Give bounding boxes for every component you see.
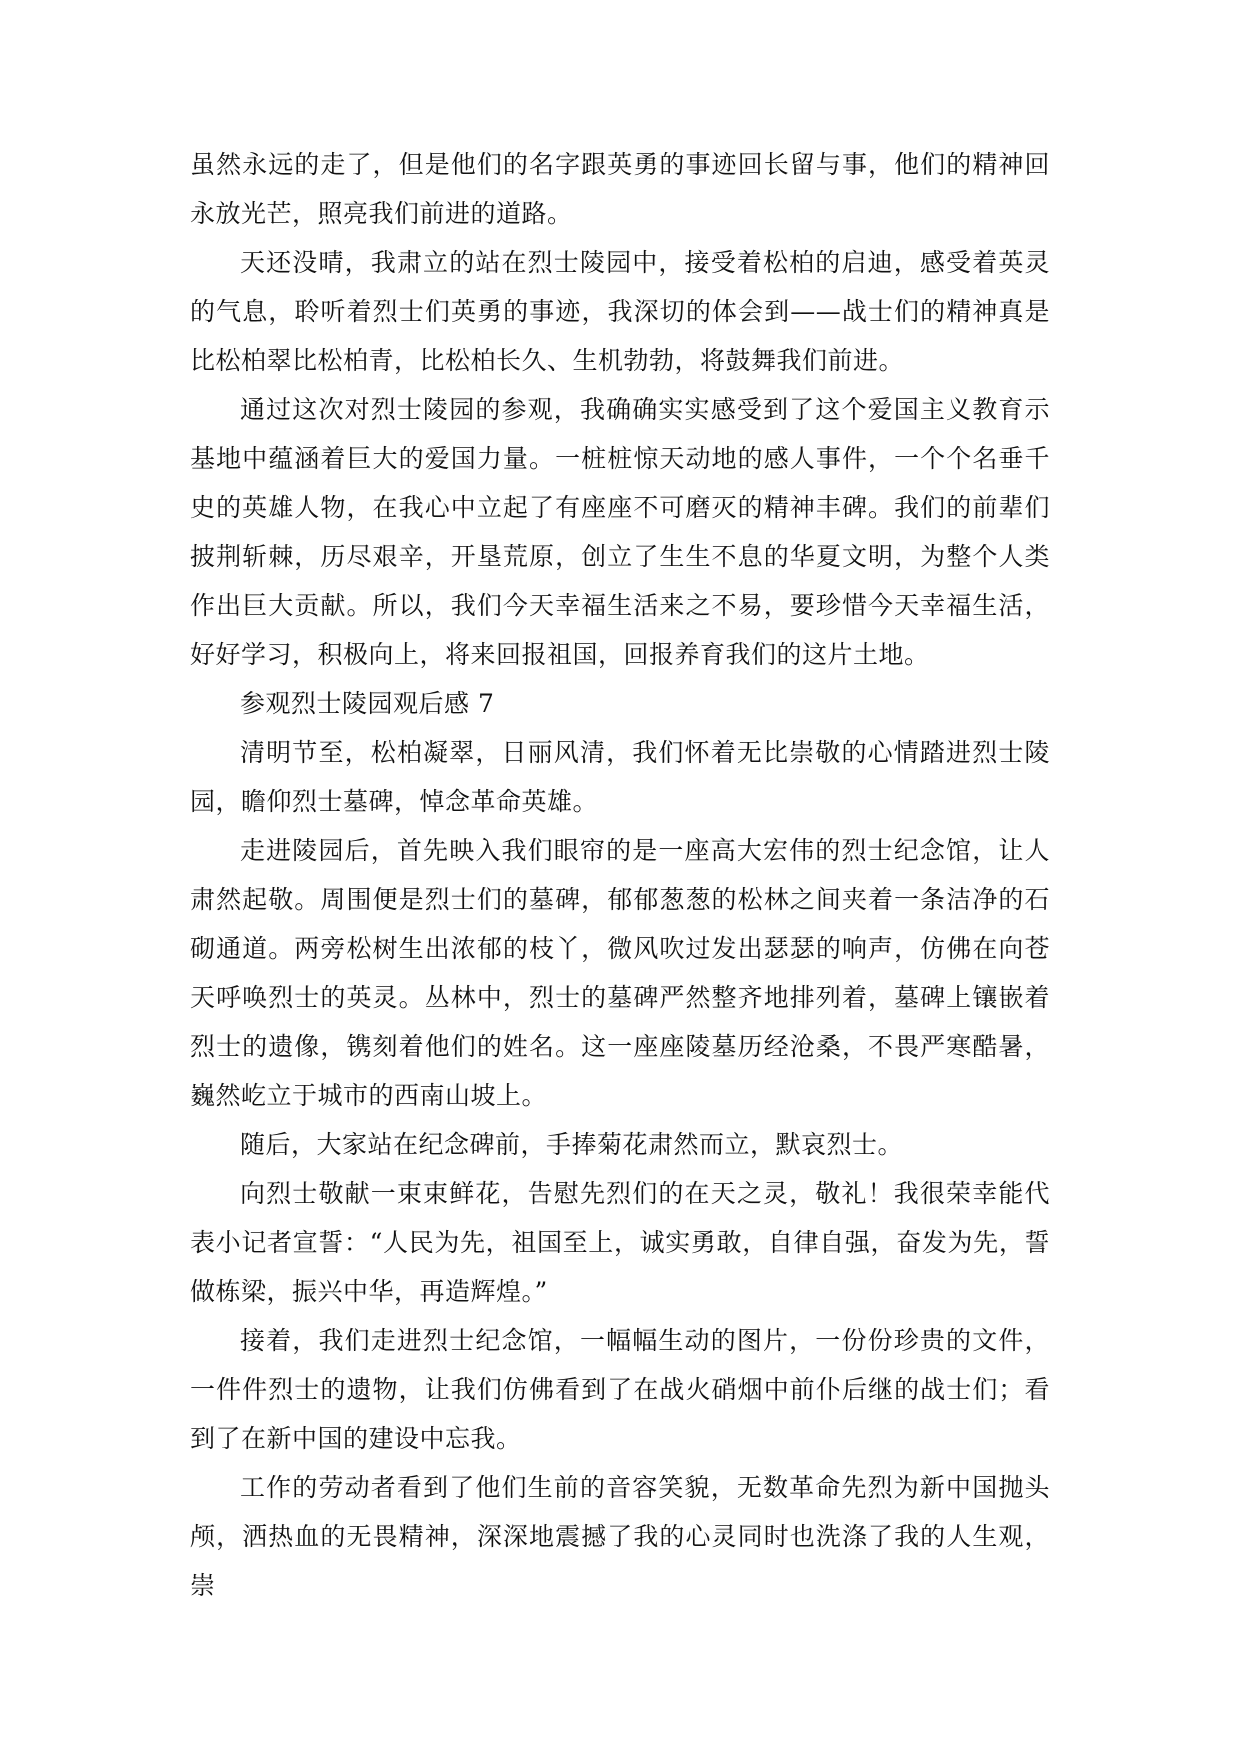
paragraph-9: 接着，我们走进烈士纪念馆，一幅幅生动的图片，一份份珍贵的文件，一件件烈士的遗物，让我们仿佛看到了在战火硝烟中前仆后继的战士们；看到了在新中国的建设中忘我。	[190, 1326, 1050, 1453]
paragraph-3: 通过这次对烈士陵园的参观，我确确实实感受到了这个爱国主义教育示基地中蕴涵着巨大的爱国力量。一桩桩惊天动地的感人事件，一个个名垂千史的英雄人物，在我心中立起了有座座不可磨灭的精神丰碑。我们的前辈们披荆斩棘，历尽艰辛，开垦荒原，创立了生生不息的华夏文明，为整个人类作出巨大贡献。所以，我们今天幸福生活来之不易，要珍惜今天幸福生活，好好学习，积极向上，将来回报祖国，回报养育我们的这片土地。	[190, 395, 1050, 669]
paragraph-8: 向烈士敬献一束束鲜花，告慰先烈们的在天之灵，敬礼！我很荣幸能代表小记者宣誓：“人民为先，祖国至上，诚实勇敢，自律自强，奋发为先，誓做栋梁，振兴中华，再造辉煌。”	[190, 1179, 1050, 1306]
document-body	[190, 140, 1050, 1610]
section-heading: 参观烈士陵园观后感 7	[240, 689, 495, 718]
paragraph-2: 天还没晴，我肃立的站在烈士陵园中，接受着松柏的启迪，感受着英灵的气息，聆听着烈士们英勇的事迹，我深切的体会到——战士们的精神真是比松柏翠比松柏青，比松柏长久、生机勃勃，将鼓舞我们前进。	[190, 248, 1050, 375]
paragraph-7: 随后，大家站在纪念碑前，手捧菊花肃然而立，默哀烈士。	[240, 1130, 904, 1159]
paragraph-10: 工作的劳动者看到了他们生前的音容笑貌，无数革命先烈为新中国抛头颅，洒热血的无畏精神，深深地震撼了我的心灵同时也洗涤了我的人生观，崇	[190, 1473, 1050, 1600]
paragraph-5: 清明节至，松柏凝翠，日丽风清，我们怀着无比崇敬的心情踏进烈士陵园，瞻仰烈士墓碑，悼念革命英雄。	[190, 738, 1050, 816]
paragraph-1: 虽然永远的走了，但是他们的名字跟英勇的事迹回长留与事，他们的精神回永放光芒，照亮我们前进的道路。	[190, 150, 1050, 228]
paragraph-6: 走进陵园后，首先映入我们眼帘的是一座高大宏伟的烈士纪念馆，让人肃然起敬。周围便是烈士们的墓碑，郁郁葱葱的松林之间夹着一条洁净的石砌通道。两旁松树生出浓郁的枝丫，微风吹过发出瑟瑟的响声，仿佛在向苍天呼唤烈士的英灵。丛林中，烈士的墓碑严然整齐地排列着，墓碑上镶嵌着烈士的遗像，镌刻着他们的姓名。这一座座陵墓历经沧桑，不畏严寒酷暑，巍然屹立于城市的西南山坡上。	[190, 836, 1050, 1110]
